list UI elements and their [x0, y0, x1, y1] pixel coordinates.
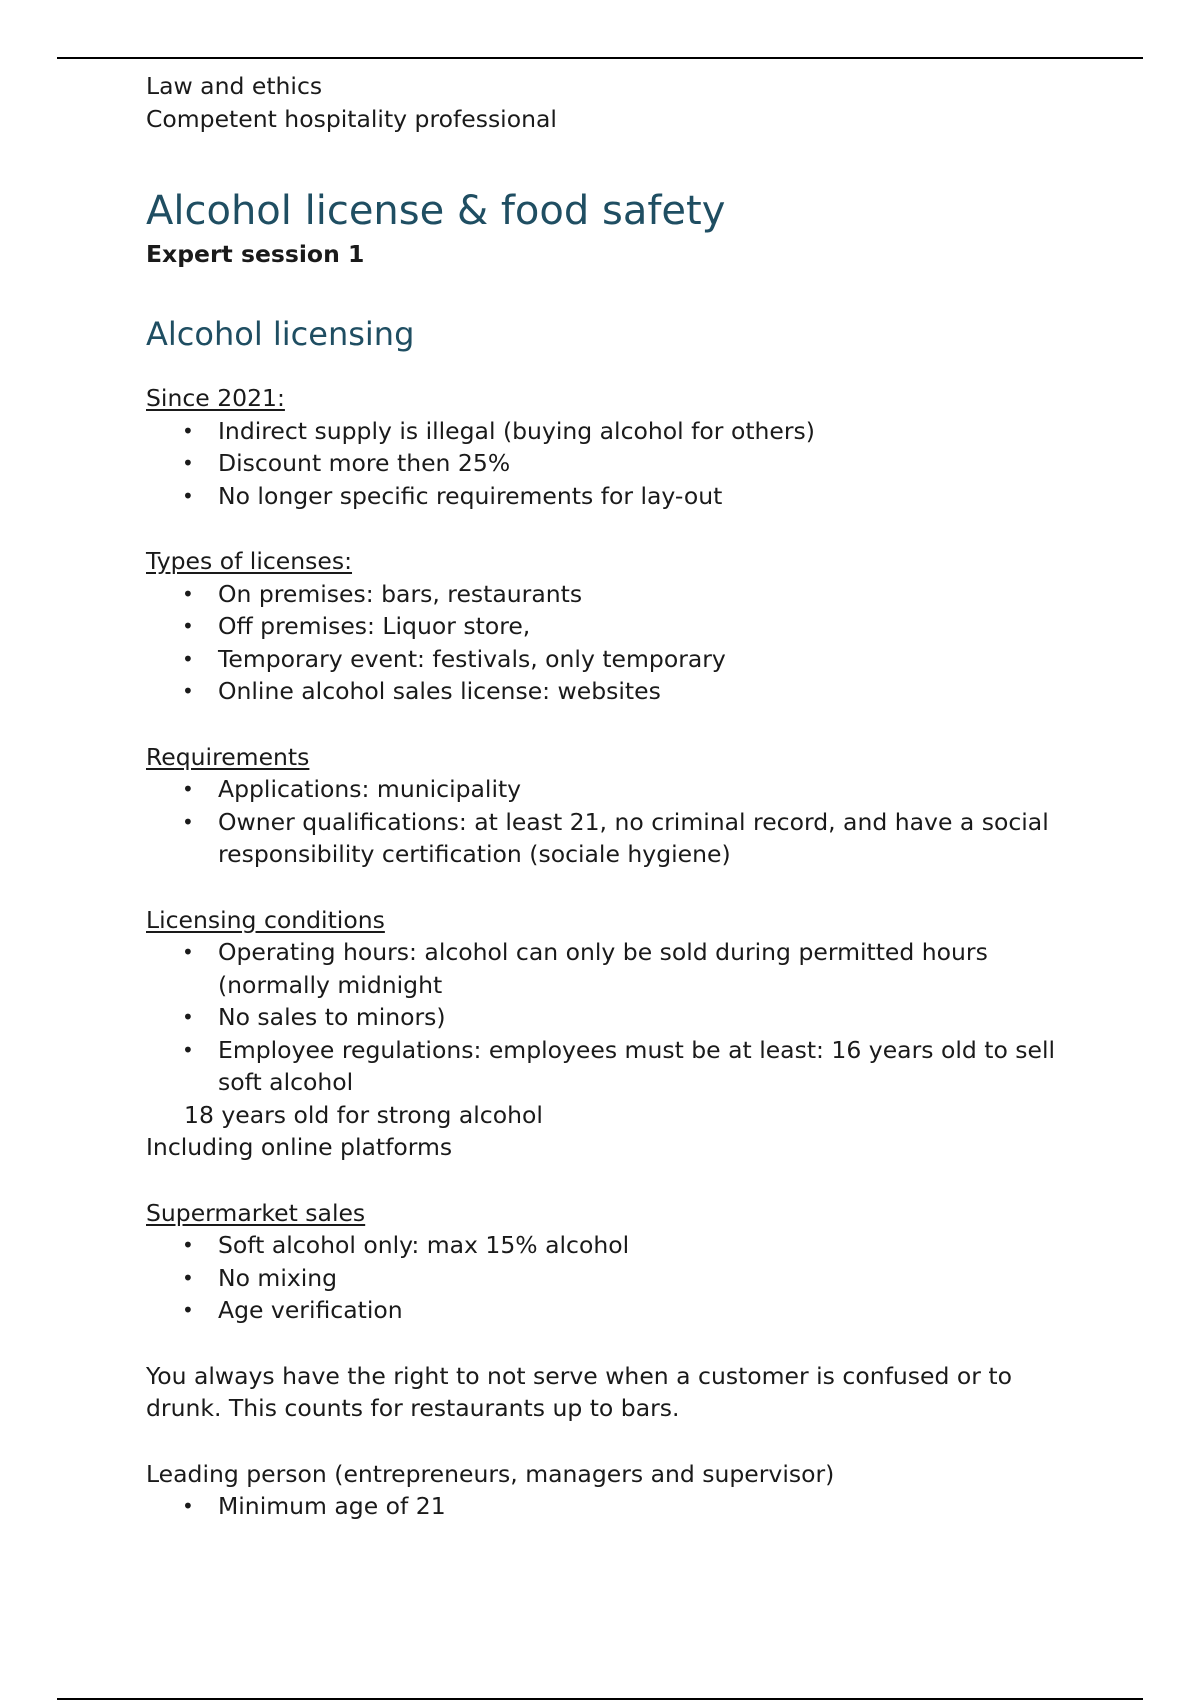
document-subtitle: Expert session 1 [146, 240, 365, 268]
supermarket-sales-heading: Supermarket sales [146, 1198, 366, 1227]
requirements-heading: Requirements [146, 742, 310, 771]
right-to-refuse-block [146, 1360, 1076, 1425]
age-continuation: 18 years old for strong alcohol [184, 1100, 543, 1129]
online-platforms-note: Including online platforms [146, 1133, 453, 1161]
supermarket-sales-list [146, 1229, 1076, 1327]
list-item: • Indirect supply is illegal (buying alcohol for others) [146, 415, 1076, 448]
list-item: • Online alcohol sales license: websites [146, 675, 1076, 708]
list-item: • On premises: bars, restaurants [146, 578, 1076, 611]
list-item: • Temporary event: festivals, only temporary [146, 643, 1076, 676]
licensing-conditions-heading: Licensing conditions [146, 905, 385, 934]
since-2021-heading: Since 2021: [146, 384, 285, 412]
leading-person-list [146, 1490, 1076, 1523]
types-of-licenses-heading: Types of licenses: [146, 547, 353, 575]
list-item: • Employee regulations: employees must be at least: 16 years old to sell soft alcohol [146, 1034, 1076, 1099]
list-item: • Off premises: Liquor store, [146, 610, 1076, 643]
list-item: • Owner qualifications: at least 21, no criminal record, and have a social responsibility certification (sociale hygiene) [146, 806, 1076, 871]
list-item: • Age verification [146, 1294, 1076, 1327]
module-name: Competent hospitality professional [146, 104, 557, 133]
list-item: • Operating hours: alcohol can only be sold during permitted hours (normally midnight [146, 936, 1076, 1001]
since-2021-block [146, 382, 1076, 512]
requirements-block [146, 741, 1076, 871]
supermarket-sales-block [146, 1197, 1076, 1327]
section-title: Alcohol licensing [146, 315, 415, 353]
document-header [146, 70, 1076, 135]
course-name: Law and ethics [146, 72, 323, 100]
list-item: • No mixing [146, 1262, 1076, 1295]
list-item: • Discount more then 25% [146, 447, 1076, 480]
leading-person-block [146, 1458, 1076, 1523]
licensing-conditions-block [146, 904, 1076, 1164]
list-item: • Applications: municipality [146, 773, 1076, 806]
since-2021-list [146, 415, 1076, 513]
list-item: • No sales to minors) [146, 1001, 1076, 1034]
types-of-licenses-block [146, 545, 1076, 708]
list-item: • Soft alcohol only: max 15% alcohol [146, 1229, 1076, 1262]
document-page [146, 70, 1076, 1523]
document-title: Alcohol license & food safety [146, 188, 726, 234]
licensing-conditions-list [146, 936, 1076, 1099]
types-of-licenses-list [146, 578, 1076, 708]
list-item: • No longer specific requirements for lay-out [146, 480, 1076, 513]
requirements-list [146, 773, 1076, 871]
right-to-refuse-paragraph: You always have the right to not serve when a customer is confused or to drunk. This counts for restaurants up to bars. [146, 1361, 1012, 1422]
header-rule [57, 57, 1143, 59]
leading-person-intro: Leading person (entrepreneurs, managers and supervisor) [146, 1459, 835, 1488]
list-item: • Minimum age of 21 [146, 1490, 1076, 1523]
